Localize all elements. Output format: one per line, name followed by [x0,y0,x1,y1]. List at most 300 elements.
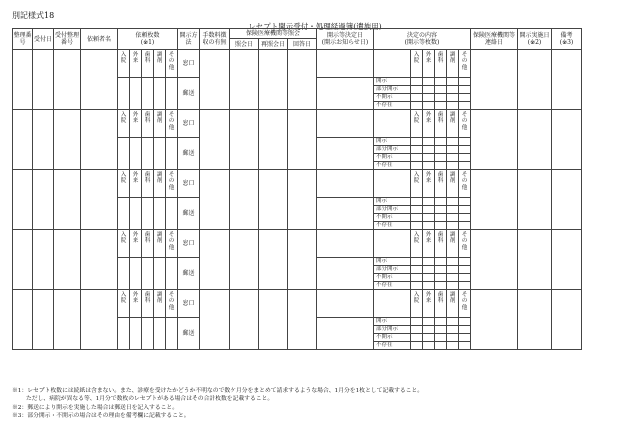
result-count-cell[interactable] [459,318,471,326]
kettei-category-text: 歯科 [437,292,444,305]
jisshi-bi-cell[interactable] [518,110,552,170]
result-count-cell[interactable] [447,222,459,230]
result-count-cell[interactable] [411,138,423,146]
ledger-row-3-line-1 [13,170,582,177]
hoken-renraku-cell[interactable] [471,50,518,110]
irai-category-text: 入院 [120,292,127,305]
irai-count-cell[interactable] [154,138,166,170]
result-count-cell[interactable] [423,266,435,274]
irai-category-label [130,110,142,138]
result-count-cell[interactable] [447,94,459,102]
hoken-renraku-cell[interactable] [471,290,518,350]
result-count-cell[interactable] [411,78,423,86]
kettei-category-text: 歯科 [437,172,444,185]
header-shokai-bi: 照会日 [230,39,259,50]
kettei-bi-cell[interactable] [317,170,374,198]
result-count-cell[interactable] [423,222,435,230]
jisshi-bi-cell[interactable] [518,170,552,230]
result-count-cell[interactable] [459,214,471,222]
irai-sha-cell[interactable] [81,110,118,170]
result-count-cell[interactable] [447,266,459,274]
irai-count-cell[interactable] [154,198,166,230]
irai-category-label [166,50,178,78]
biko-cell[interactable] [552,230,582,290]
tesuryo-cell[interactable] [200,230,230,290]
kettei-category-label [423,50,435,78]
irai-count-cell[interactable] [118,318,130,350]
ledger-row-4-line-1 [13,230,582,237]
irai-category-text: 外来 [132,292,139,305]
result-count-cell[interactable] [423,258,435,266]
kettei-bi-cell[interactable] [317,50,374,78]
result-count-cell[interactable] [411,154,423,162]
irai-category-label [130,170,142,198]
irai-sha-cell[interactable] [81,290,118,350]
irai-category-label [118,230,130,258]
result-count-cell[interactable] [447,154,459,162]
uketsuke-seiri-cell[interactable] [54,290,81,350]
result-count-cell[interactable] [447,86,459,94]
result-count-cell[interactable] [423,102,435,110]
result-count-cell[interactable] [423,326,435,334]
method-label-madoguchi: 窓口 [178,110,200,138]
result-count-cell[interactable] [411,266,423,274]
biko-cell[interactable] [552,50,582,110]
ledger-row-2-line-1 [13,110,582,117]
result-count-cell[interactable] [435,78,447,86]
result-label: 開示 [374,198,411,206]
result-count-cell[interactable] [435,214,447,222]
kettei-category-label [447,170,459,198]
kettei-category-text: 入院 [413,232,420,245]
tesuryo-cell[interactable] [200,50,230,110]
kettei-bi-cell[interactable] [317,318,374,350]
header-uketsuke-seiri: 受付整理番号 [54,29,81,50]
result-count-cell[interactable] [459,162,471,170]
result-count-cell[interactable] [435,274,447,282]
kettei-category-label [423,290,435,318]
irai-count-cell[interactable] [130,138,142,170]
page-title: レセプト開示受付・処理経過簿(遺族用) [248,22,382,31]
result-count-cell[interactable] [459,102,471,110]
irai-category-label [142,230,154,258]
result-count-cell[interactable] [411,342,423,350]
irai-category-text: 調剤 [156,112,163,125]
uketsuke-seiri-cell[interactable] [54,170,81,230]
result-count-cell[interactable] [459,282,471,290]
irai-count-cell[interactable] [130,198,142,230]
result-count-cell[interactable] [435,266,447,274]
kettei-category-label [435,170,447,198]
result-count-cell[interactable] [459,342,471,350]
hoken-renraku-cell[interactable] [471,110,518,170]
shokai-bi-cell[interactable] [230,290,259,350]
result-count-cell[interactable] [447,198,459,206]
result-count-cell[interactable] [411,334,423,342]
irai-category-text: 調剤 [156,232,163,245]
kettei-category-label [411,110,423,138]
result-count-cell[interactable] [447,206,459,214]
irai-count-cell[interactable] [130,258,142,290]
irai-count-cell[interactable] [166,258,178,290]
result-count-cell[interactable] [435,102,447,110]
method-label-yuso: 郵送 [178,258,200,290]
jisshi-bi-cell[interactable] [518,230,552,290]
irai-count-cell[interactable] [118,138,130,170]
result-count-cell[interactable] [411,102,423,110]
irai-category-text: 歯科 [144,112,151,125]
header-hoken-shokai: 保険医療機関等照会 [230,29,317,39]
irai-category-label [130,290,142,318]
jisshi-bi-cell[interactable] [518,290,552,350]
result-count-cell[interactable] [447,138,459,146]
irai-category-label [166,170,178,198]
result-label: 部分開示 [374,86,411,94]
tesuryo-cell[interactable] [200,110,230,170]
irai-count-cell[interactable] [142,198,154,230]
result-count-cell[interactable] [435,198,447,206]
result-count-cell[interactable] [447,334,459,342]
irai-category-text: 歯科 [144,232,151,245]
result-count-cell[interactable] [459,266,471,274]
saishokai-bi-cell[interactable] [259,170,288,230]
irai-category-text: 調剤 [156,52,163,65]
header-jisshi-bi-label: 開示実施日 [519,32,550,39]
kettei-category-text: 入院 [413,172,420,185]
kettei-blank-cell[interactable] [374,50,411,78]
irai-category-label [166,110,178,138]
kettei-bi-cell[interactable] [317,138,374,170]
shokai-bi-cell[interactable] [230,50,259,110]
irai-category-label [118,170,130,198]
seiri-cell[interactable] [13,50,33,110]
irai-count-cell[interactable] [154,78,166,110]
result-count-cell[interactable] [411,214,423,222]
header-saishokai-bi: 再照会日 [259,39,288,50]
result-count-cell[interactable] [459,198,471,206]
shokai-bi-cell[interactable] [230,230,259,290]
result-count-cell[interactable] [423,342,435,350]
result-count-cell[interactable] [435,318,447,326]
result-count-cell[interactable] [459,154,471,162]
kettei-category-label [447,230,459,258]
result-count-cell[interactable] [447,258,459,266]
kettei-bi-cell[interactable] [317,258,374,290]
header-kettei-naiyo [374,29,471,50]
result-count-cell[interactable] [435,146,447,154]
result-count-cell[interactable] [411,222,423,230]
result-count-cell[interactable] [435,222,447,230]
result-count-cell[interactable] [423,334,435,342]
result-count-cell[interactable] [423,94,435,102]
result-count-cell[interactable] [459,86,471,94]
irai-count-cell[interactable] [142,258,154,290]
irai-count-cell[interactable] [142,78,154,110]
result-count-cell[interactable] [447,146,459,154]
kettei-category-label [411,170,423,198]
result-count-cell[interactable] [411,198,423,206]
uketsuke-seiri-cell[interactable] [54,110,81,170]
result-count-cell[interactable] [447,78,459,86]
irai-sha-cell[interactable] [81,230,118,290]
result-count-cell[interactable] [435,334,447,342]
header-irai-sha: 依頼者名 [81,29,118,50]
result-count-cell[interactable] [435,258,447,266]
kettei-category-text: その他 [461,232,468,251]
kettei-category-text: 調剤 [449,232,456,245]
result-label: 不存在 [374,222,411,230]
result-count-cell[interactable] [447,326,459,334]
irai-count-cell[interactable] [166,318,178,350]
result-count-cell[interactable] [459,334,471,342]
kettei-bi-cell[interactable] [317,110,374,138]
kettei-category-text: 調剤 [449,172,456,185]
result-count-cell[interactable] [447,162,459,170]
biko-cell[interactable] [552,110,582,170]
result-count-cell[interactable] [423,162,435,170]
saishokai-bi-cell[interactable] [259,110,288,170]
header-jisshi-bi-note: (※2) [527,39,542,46]
result-count-cell[interactable] [423,86,435,94]
kettei-category-text: その他 [461,52,468,71]
result-count-cell[interactable] [435,206,447,214]
kaito-bi-cell[interactable] [288,170,317,230]
kettei-category-text: 調剤 [449,112,456,125]
result-count-cell[interactable] [459,274,471,282]
result-count-cell[interactable] [423,318,435,326]
result-count-cell[interactable] [435,86,447,94]
hoken-renraku-cell[interactable] [471,170,518,230]
kaito-bi-cell[interactable] [288,50,317,110]
irai-category-text: 歯科 [144,52,151,65]
kettei-category-label [459,230,471,258]
irai-count-cell[interactable] [118,78,130,110]
biko-cell[interactable] [552,170,582,230]
kettei-category-label [423,170,435,198]
header-tesuryo: 手数料徴収の有無 [200,29,230,50]
uketsukebi-cell[interactable] [33,290,54,350]
irai-count-cell[interactable] [166,198,178,230]
kettei-category-label [435,110,447,138]
shokai-bi-cell[interactable] [230,110,259,170]
result-count-cell[interactable] [423,282,435,290]
uketsukebi-cell[interactable] [33,50,54,110]
uketsuke-seiri-cell[interactable] [54,230,81,290]
irai-count-cell[interactable] [166,78,178,110]
uketsukebi-cell[interactable] [33,170,54,230]
kettei-category-text: その他 [461,112,468,131]
result-count-cell[interactable] [459,222,471,230]
result-count-cell[interactable] [423,206,435,214]
result-label: 不開示 [374,334,411,342]
irai-count-cell[interactable] [166,138,178,170]
result-count-cell[interactable] [447,102,459,110]
result-count-cell[interactable] [435,342,447,350]
result-count-cell[interactable] [411,282,423,290]
irai-category-text: 外来 [132,172,139,185]
seiri-cell[interactable] [13,230,33,290]
header-kaiji-hoho: 開示方法 [178,29,200,50]
irai-count-cell[interactable] [142,318,154,350]
method-label-yuso: 郵送 [178,78,200,110]
kettei-category-label [447,290,459,318]
irai-count-cell[interactable] [142,138,154,170]
kettei-category-text: その他 [461,292,468,311]
result-count-cell[interactable] [459,138,471,146]
kettei-bi-cell[interactable] [317,78,374,110]
irai-count-cell[interactable] [130,318,142,350]
footnote-2: ※2：郵送により開示を実施した場合は郵送日を記入すること。 [12,404,179,411]
result-count-cell[interactable] [423,78,435,86]
result-label: 開示 [374,318,411,326]
kaito-bi-cell[interactable] [288,230,317,290]
kettei-category-label [411,230,423,258]
irai-category-label [142,170,154,198]
result-count-cell[interactable] [447,214,459,222]
header-biko [552,29,582,50]
result-count-cell[interactable] [423,274,435,282]
irai-category-text: その他 [168,232,175,251]
irai-count-cell[interactable] [130,78,142,110]
result-count-cell[interactable] [423,154,435,162]
header-biko-label: 備考 [560,32,573,39]
irai-sha-cell[interactable] [81,170,118,230]
result-count-cell[interactable] [411,206,423,214]
result-count-cell[interactable] [459,94,471,102]
header-kettei-naiyo-sub: (開示等枚数) [404,39,440,46]
saishokai-bi-cell[interactable] [259,290,288,350]
kettei-blank-cell[interactable] [374,290,411,318]
result-count-cell[interactable] [435,154,447,162]
irai-sha-cell[interactable] [81,50,118,110]
result-count-cell[interactable] [411,162,423,170]
result-label: 不開示 [374,154,411,162]
method-label-yuso: 郵送 [178,138,200,170]
result-label: 部分開示 [374,266,411,274]
seiri-cell[interactable] [13,110,33,170]
biko-cell[interactable] [552,290,582,350]
kettei-blank-cell[interactable] [374,110,411,138]
method-label-yuso: 郵送 [178,198,200,230]
kettei-category-text: 入院 [413,52,420,65]
irai-category-label [142,50,154,78]
irai-category-label [142,110,154,138]
kettei-category-label [423,230,435,258]
kettei-category-text: 入院 [413,292,420,305]
result-count-cell[interactable] [435,162,447,170]
shokai-bi-cell[interactable] [230,170,259,230]
result-count-cell[interactable] [411,86,423,94]
result-count-cell[interactable] [447,282,459,290]
kettei-blank-cell[interactable] [374,230,411,258]
irai-count-cell[interactable] [118,258,130,290]
kaito-bi-cell[interactable] [288,290,317,350]
tesuryo-cell[interactable] [200,290,230,350]
result-count-cell[interactable] [435,282,447,290]
result-count-cell[interactable] [423,146,435,154]
kettei-category-label [447,110,459,138]
irai-category-text: 入院 [120,52,127,65]
uketsukebi-cell[interactable] [33,230,54,290]
result-count-cell[interactable] [435,138,447,146]
seiri-cell[interactable] [13,290,33,350]
result-count-cell[interactable] [411,274,423,282]
tesuryo-cell[interactable] [200,170,230,230]
kaito-bi-cell[interactable] [288,110,317,170]
result-count-cell[interactable] [447,318,459,326]
irai-category-label [118,50,130,78]
result-count-cell[interactable] [447,274,459,282]
header-kettei-bi [317,29,374,50]
result-count-cell[interactable] [459,258,471,266]
result-count-cell[interactable] [411,94,423,102]
irai-category-text: 外来 [132,52,139,65]
irai-category-text: その他 [168,292,175,311]
uketsuke-seiri-cell[interactable] [54,50,81,110]
irai-category-text: 外来 [132,112,139,125]
result-count-cell[interactable] [411,326,423,334]
result-count-cell[interactable] [435,326,447,334]
jisshi-bi-cell[interactable] [518,50,552,110]
irai-count-cell[interactable] [118,198,130,230]
result-count-cell[interactable] [459,326,471,334]
irai-category-label [166,290,178,318]
result-label: 不存在 [374,162,411,170]
kettei-category-text: 入院 [413,112,420,125]
result-count-cell[interactable] [459,146,471,154]
uketsukebi-cell[interactable] [33,110,54,170]
saishokai-bi-cell[interactable] [259,230,288,290]
result-label: 不存在 [374,102,411,110]
kettei-blank-cell[interactable] [374,170,411,198]
irai-count-cell[interactable] [154,258,166,290]
result-count-cell[interactable] [411,258,423,266]
result-count-cell[interactable] [411,318,423,326]
kettei-category-label [411,290,423,318]
saishokai-bi-cell[interactable] [259,50,288,110]
seiri-cell[interactable] [13,170,33,230]
hoken-renraku-cell[interactable] [471,230,518,290]
method-label-yuso: 郵送 [178,318,200,350]
kettei-category-label [411,50,423,78]
result-count-cell[interactable] [411,146,423,154]
kettei-bi-cell[interactable] [317,290,374,318]
result-label: 不開示 [374,274,411,282]
kettei-category-label [423,110,435,138]
result-label: 不存在 [374,342,411,350]
form-number: 別記様式18 [12,11,55,20]
irai-count-cell[interactable] [154,318,166,350]
result-count-cell[interactable] [423,138,435,146]
header-irai-maisu [118,29,178,50]
kettei-bi-cell[interactable] [317,198,374,230]
kettei-category-label [435,230,447,258]
header-jisshi-bi [518,29,552,50]
result-count-cell[interactable] [459,78,471,86]
result-count-cell[interactable] [435,94,447,102]
result-count-cell[interactable] [423,214,435,222]
result-count-cell[interactable] [447,342,459,350]
footnote-1: ※1：レセプト枚数には続紙は含まない。また、診療を受けたかどうか不明なので数ケ月分をまとめて請求するような場合、1月分を1枚として記載すること。 [12,388,424,394]
kettei-category-text: 外来 [425,292,432,305]
kettei-category-text: 外来 [425,52,432,65]
result-count-cell[interactable] [423,198,435,206]
header-hoken-renraku: 保険医療機関等連絡日 [471,29,518,50]
kettei-bi-cell[interactable] [317,230,374,258]
irai-category-label [130,230,142,258]
result-count-cell[interactable] [459,206,471,214]
kettei-category-text: 外来 [425,232,432,245]
